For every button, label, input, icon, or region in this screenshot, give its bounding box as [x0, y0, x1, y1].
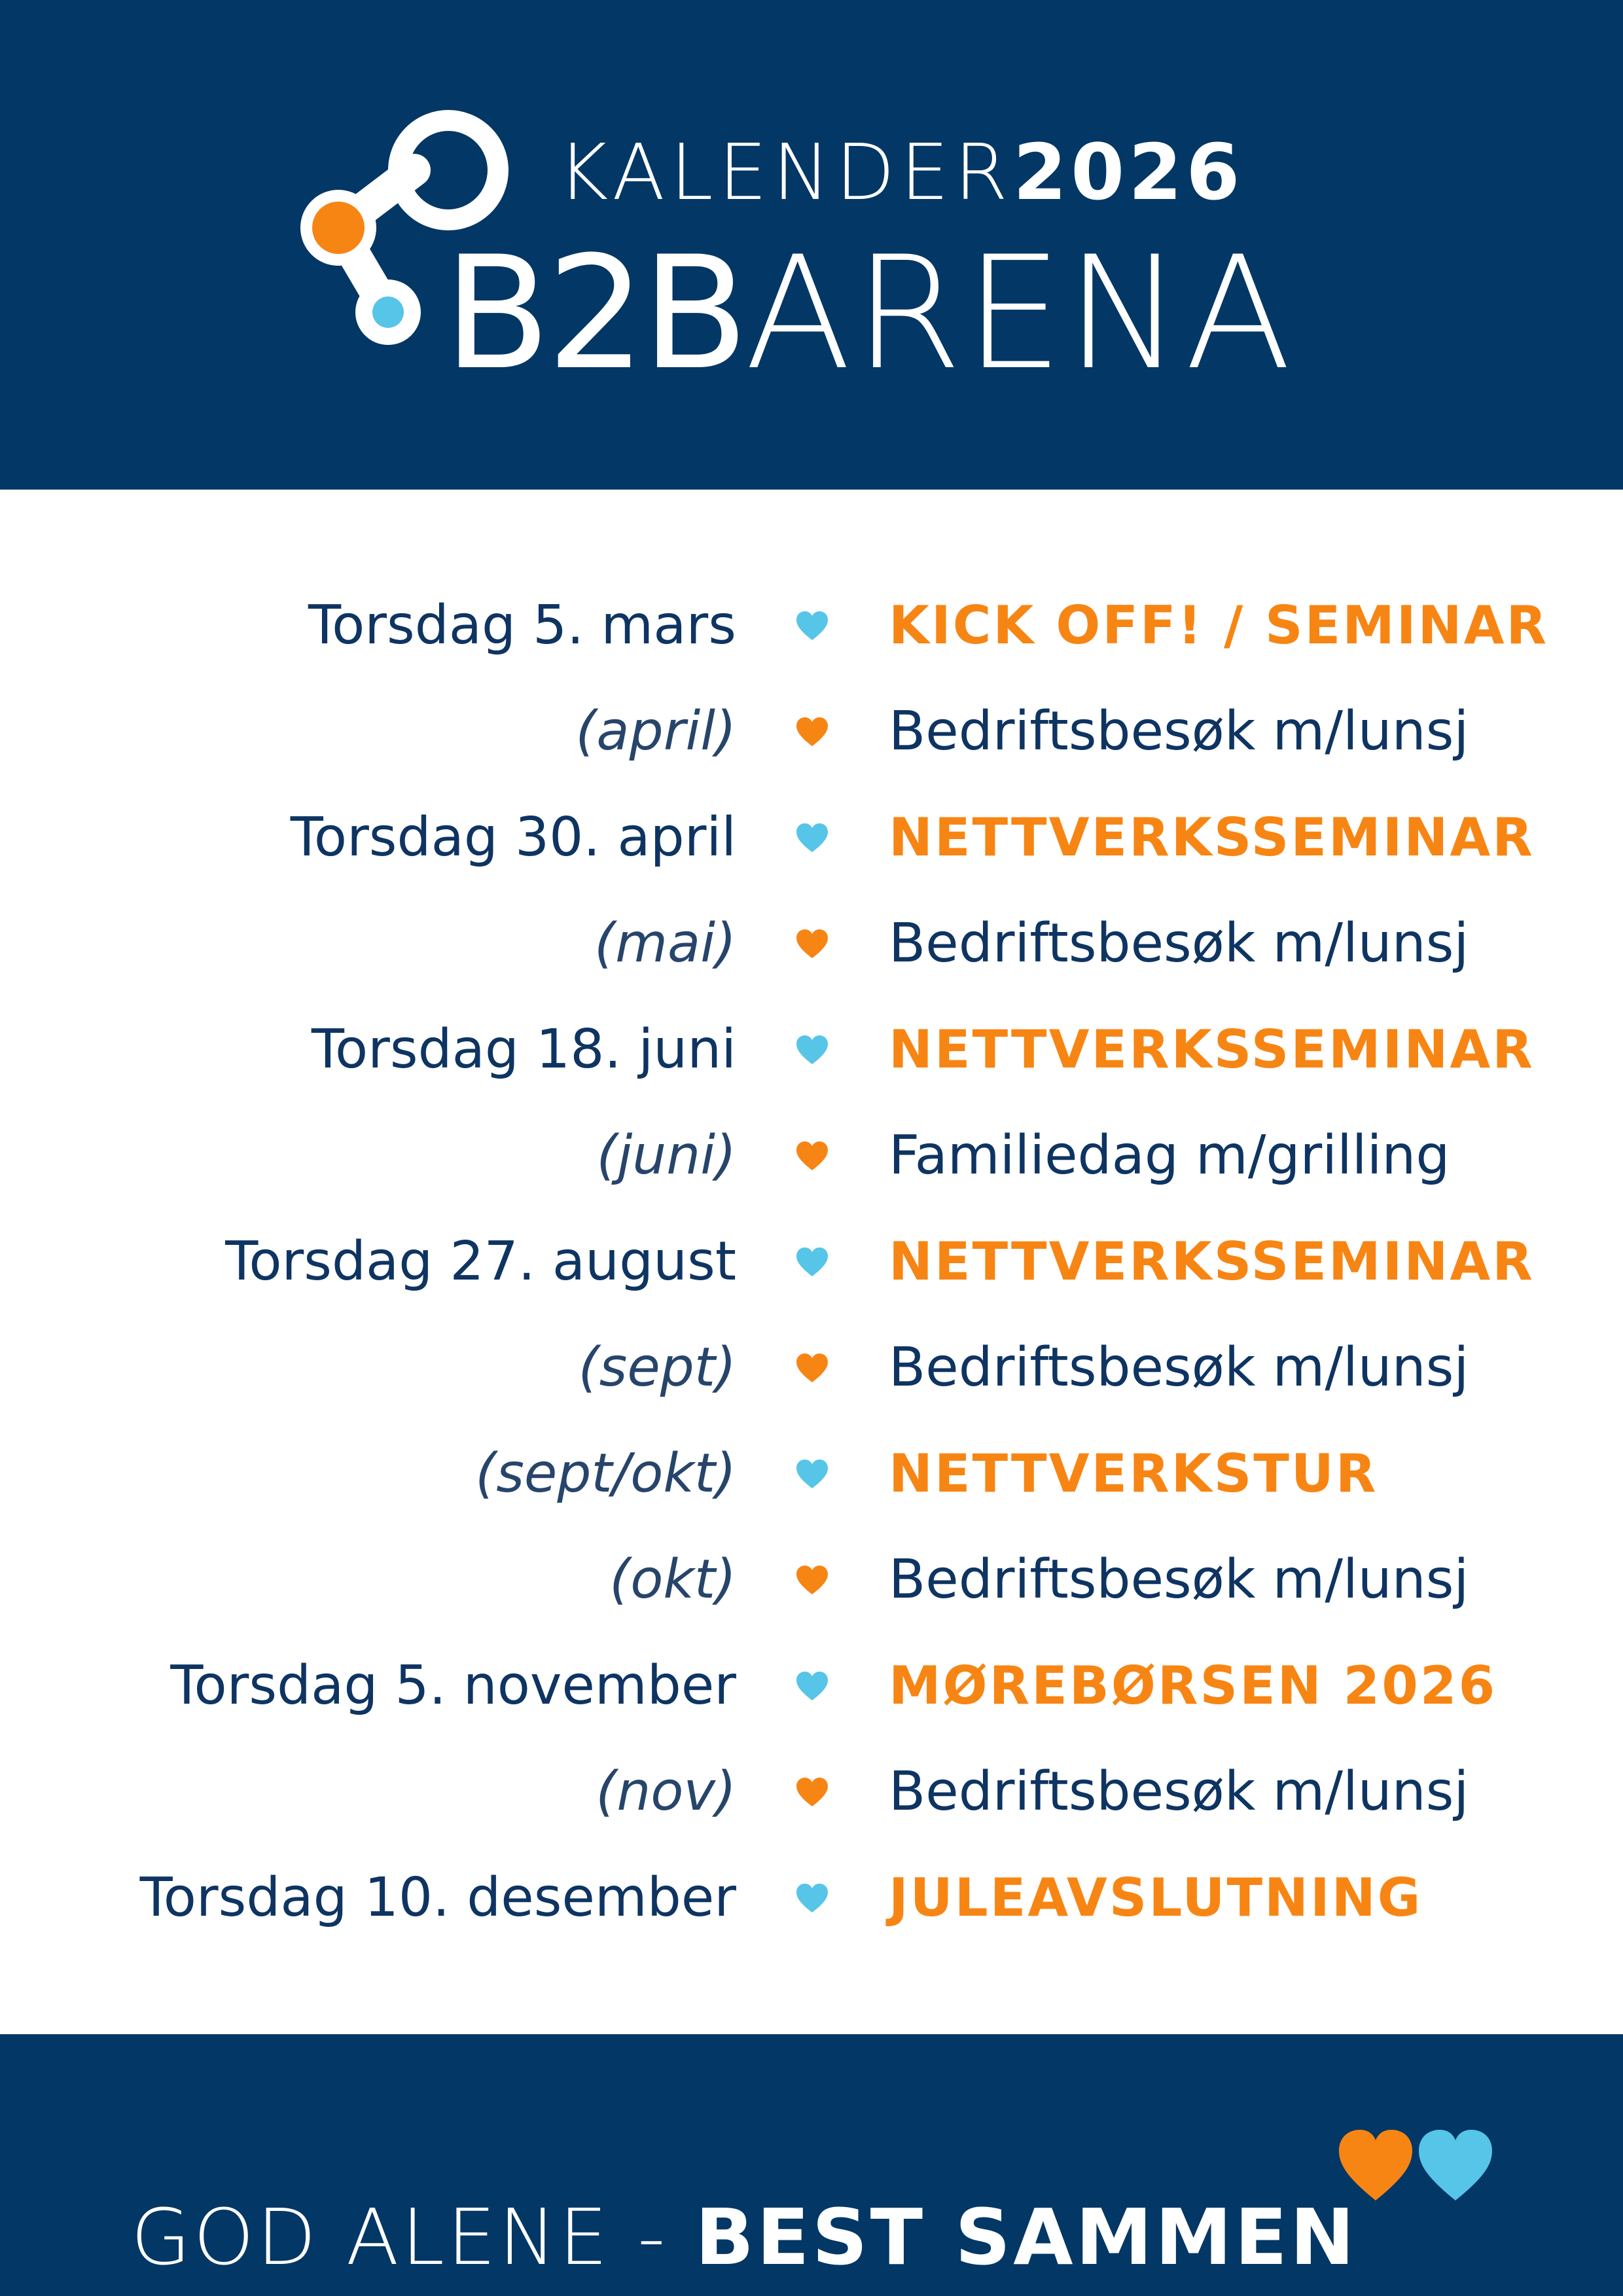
- event-row: [0, 997, 1623, 1103]
- event-date: (april): [575, 700, 736, 762]
- event-title: NETTVERKSTUR: [889, 1443, 1378, 1504]
- blue-heart-icon: [1419, 2130, 1492, 2200]
- blue-heart-icon: [795, 1670, 829, 1702]
- orange-heart-icon: [1339, 2130, 1412, 2200]
- event-title: Bedriftsbesøk m/lunsj: [889, 1761, 1469, 1823]
- event-row: [0, 1845, 1623, 1951]
- event-title: Bedriftsbesøk m/lunsj: [889, 1549, 1469, 1611]
- event-row: [0, 1633, 1623, 1739]
- event-row: [0, 891, 1623, 997]
- event-title: KICK OFF! / SEMINAR: [889, 595, 1549, 656]
- event-date: (juni): [596, 1124, 736, 1187]
- orange-heart-icon: [795, 716, 829, 747]
- slogan-light: GOD ALENE -: [131, 2192, 696, 2282]
- event-row: [0, 1527, 1623, 1633]
- event-date: (okt): [609, 1549, 736, 1611]
- orange-heart-icon: [795, 1564, 829, 1596]
- event-date: (sept/okt): [475, 1443, 736, 1505]
- slogan-bold: BEST SAMMEN: [695, 2192, 1357, 2282]
- header-banner: [0, 0, 1623, 490]
- event-date: Torsdag 27. august: [225, 1230, 736, 1293]
- footer-hearts: [1335, 2127, 1499, 2206]
- blue-heart-icon: [795, 1246, 829, 1278]
- brand-arena: ARENA: [744, 223, 1294, 404]
- blue-heart-icon: [795, 1034, 829, 1066]
- event-row: [0, 1421, 1623, 1527]
- event-date: (nov): [596, 1761, 736, 1823]
- event-row: [0, 679, 1623, 785]
- blue-heart-icon: [795, 822, 829, 853]
- event-date: Torsdag 5. mars: [308, 594, 736, 656]
- event-row: [0, 1739, 1623, 1845]
- event-date: Torsdag 30. april: [290, 806, 736, 869]
- event-row: [0, 573, 1623, 679]
- event-list: [0, 573, 1623, 1951]
- orange-heart-icon: [795, 1140, 829, 1172]
- event-row: [0, 1315, 1623, 1421]
- slogan: [131, 2159, 1357, 2296]
- event-title: Bedriftsbesøk m/lunsj: [889, 912, 1469, 975]
- event-date: (sept): [578, 1336, 736, 1399]
- blue-heart-icon: [795, 610, 829, 641]
- event-title: Familiedag m/grilling: [889, 1124, 1450, 1187]
- orange-heart-icon: [795, 928, 829, 960]
- event-row: [0, 1209, 1623, 1315]
- event-title: NETTVERKSSEMINAR: [889, 807, 1535, 868]
- event-title: JULEAVSLUTNING: [889, 1867, 1423, 1928]
- orange-heart-icon: [795, 1352, 829, 1384]
- kalender-year: 2026: [1013, 127, 1244, 217]
- event-date: (mai): [594, 912, 736, 975]
- event-date: Torsdag 18. juni: [311, 1018, 736, 1081]
- event-date: Torsdag 10. desember: [139, 1867, 736, 1929]
- brand-wordmark: [444, 223, 1294, 404]
- orange-heart-icon: [795, 1776, 829, 1808]
- event-row: [0, 785, 1623, 891]
- event-title: Bedriftsbesøk m/lunsj: [889, 700, 1469, 762]
- event-title: Bedriftsbesøk m/lunsj: [889, 1336, 1469, 1399]
- event-title: MØREBØRSEN 2026: [889, 1655, 1497, 1716]
- event-date: Torsdag 5. november: [170, 1655, 736, 1717]
- event-row: [0, 1103, 1623, 1209]
- blue-heart-icon: [795, 1882, 829, 1914]
- brand-b2b: B2B: [444, 223, 745, 404]
- calendar-year-heading: [558, 123, 1243, 221]
- kalender-word: KALENDER: [558, 127, 1014, 217]
- event-title: NETTVERKSSEMINAR: [889, 1231, 1535, 1292]
- event-title: NETTVERKSSEMINAR: [889, 1019, 1535, 1080]
- blue-heart-icon: [795, 1458, 829, 1490]
